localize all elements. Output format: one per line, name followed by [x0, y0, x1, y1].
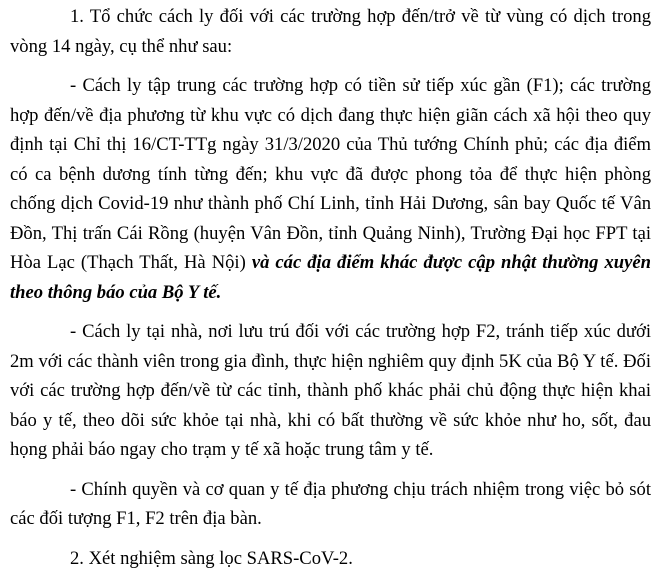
isolation-concentrated-paragraph [10, 71, 651, 307]
item-2-paragraph [10, 544, 651, 573]
authority-responsibility-paragraph [10, 475, 651, 534]
item-1-text: 1. Tổ chức cách ly đối với các trường hợp đến/trở về từ vùng có dịch trong vòng 14 ngày, cụ thể như sau: [10, 6, 651, 57]
item-1-paragraph [10, 2, 651, 61]
isolation-concentrated-emphasis: và các địa điểm khác được cập nhật thường xuyên theo thông báo của Bộ Y tế. [10, 252, 651, 303]
isolation-home-paragraph [10, 317, 651, 465]
isolation-concentrated-text: - Cách ly tập trung các trường hợp có tiền sử tiếp xúc gần (F1); các trường hợp đến/về địa phương từ khu vực có dịch đang thực hiện giãn cách xã hội theo quy định tại Chỉ thị 16/CT-TTg ngày 31/3/2020 của Thủ tướng Chính phủ; các địa điểm có ca bệnh dương tính từng đến; khu vực đã được phong tỏa để thực hiện phòng chống dịch Covid-19 như thành phố Chí Linh, tỉnh Hải Dương, sân bay Quốc tế Vân Đồn, Thị trấn Cái Rồng (huyện Vân Đồn, tỉnh Quảng Ninh), Trường Đại học FPT tại Hòa Lạc (Thạch Thất, Hà Nội) [10, 75, 651, 273]
authority-responsibility-text: - Chính quyền và cơ quan y tế địa phương chịu trách nhiệm trong việc bỏ sót các đối tượng F1, F2 trên địa bàn. [10, 479, 651, 530]
isolation-home-text: - Cách ly tại nhà, nơi lưu trú đối với các trường hợp F2, tránh tiếp xúc dưới 2m với các thành viên trong gia đình, thực hiện nghiêm quy định 5K của Bộ Y tế. Đối với các trường hợp đến/về từ các tỉnh, thành phố khác phải chủ động thực hiện khai báo y tế, theo dõi sức khỏe tại nhà, khi có bất thường về sức khỏe như ho, sốt, đau họng phải báo ngay cho trạm y tế xã hoặc trung tâm y tế. [10, 321, 651, 460]
item-2-text: 2. Xét nghiệm sàng lọc SARS-CoV-2. [70, 548, 353, 569]
document-page [10, 2, 651, 573]
